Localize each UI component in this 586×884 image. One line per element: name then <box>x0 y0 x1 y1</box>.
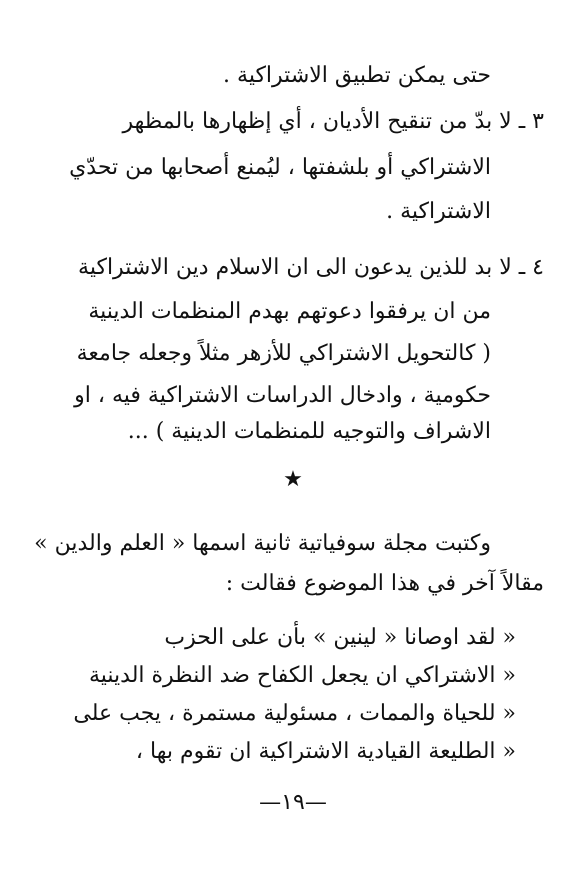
quoted-line: « الاشتراكي ان يجعل الكفاح ضد النظرة الدينية <box>88 663 516 688</box>
text-line: حكومية ، وادخال الدراسات الاشتراكية فيه ، او <box>74 383 491 408</box>
quoted-line: « للحياة والممات ، مسئولية مستمرة ، يجب على <box>73 701 516 726</box>
text-line: من ان يرفقوا دعوتهم بهدم المنظمات الدينية <box>88 299 491 324</box>
text-line: الاشتراكي أو بلشفتها ، ليُمنع أصحابها من تحدّي <box>69 155 491 180</box>
quoted-line: « الطليعة القيادية الاشتراكية ان تقوم بها ، <box>135 739 516 764</box>
text-line: الاشتراكية . <box>386 199 491 224</box>
text-line: ٤ ـ لا بد للذين يدعون الى ان الاسلام دين الاشتراكية <box>78 255 544 280</box>
text-line: وكتبت مجلة سوفياتية ثانية اسمها « العلم والدين » <box>34 531 491 556</box>
quoted-line: « لقد اوصانا « لينين » بأن على الحزب <box>164 625 516 650</box>
page-number: —١٩— <box>259 790 327 815</box>
text-line: مقالاً آخر في هذا الموضوع فقالت : <box>225 571 544 596</box>
text-line: الاشراف والتوجيه للمنظمات الدينية ) ... <box>127 419 491 444</box>
text-line: حتى يمكن تطبيق الاشتراكية . <box>223 63 491 88</box>
text-line: ٣ ـ لا بدّ من تنقيح الأديان ، أي إظهارها بالمظهر <box>122 109 544 134</box>
text-line: ( كالتحويل الاشتراكي للأزهر مثلاً وجعله جامعة <box>76 341 491 366</box>
section-separator-star: ★ <box>283 467 303 492</box>
